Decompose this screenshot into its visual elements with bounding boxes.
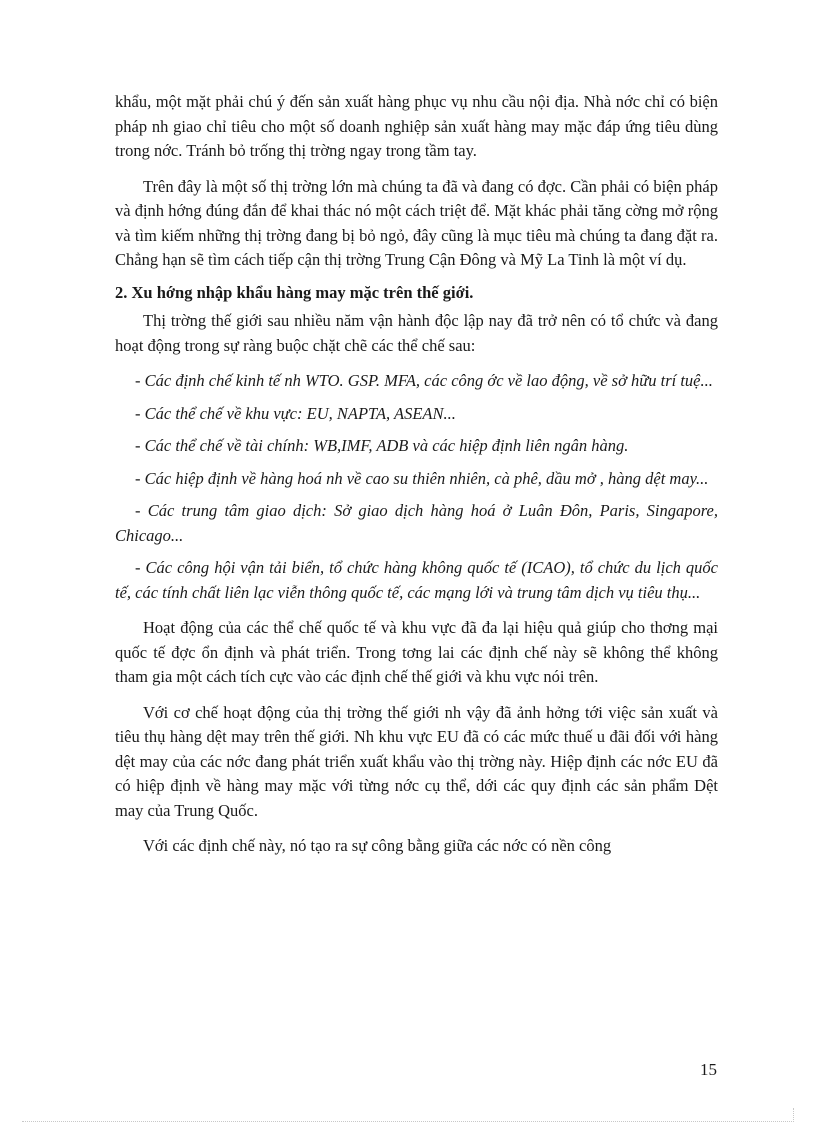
page-number: 15 [700, 1060, 717, 1079]
paragraph-1: khẩu, một mặt phải chú ý đến sản xuất hàng phục vụ nhu cầu nội địa. Nhà nớc chỉ có biện pháp nh giao chỉ tiêu cho một số doanh nghiệp sản xuất hàng may mặc đáp ứng tiêu dùng trong nớc. Tránh bỏ trống thị trờng ngay trong tầm tay. [115, 92, 718, 160]
page-right-border [793, 1108, 794, 1122]
list-item-6: - Các công hội vận tải biển, tổ chức hàng không quốc tế (ICAO), tổ chức du lịch quốc tế, các tính chất liên lạc viễn thông quốc tế, các mạng lới và trung tâm dịch vụ tiêu thụ... [115, 558, 718, 602]
document-page [115, 90, 718, 859]
paragraph-6: Với các định chế này, nó tạo ra sự công bằng giữa các nớc có nền công [143, 836, 612, 855]
paragraph-4: Hoạt động của các thể chế quốc tế và khu vực đã đa lại hiệu quả giúp cho thơng mại quốc tế đợc ổn định và phát triển. Trong tơng lai các định chế này sẽ không thể không tham gia một cách tích cực vào các định chế thế giới và khu vực nói trên. [115, 618, 718, 686]
list-item-1: - Các định chế kinh tế nh WTO. GSP. MFA, các công ớc về lao động, về sở hữu trí tuệ... [135, 371, 713, 390]
page-bottom-border [22, 1121, 794, 1122]
paragraph-3: Thị trờng thế giới sau nhiều năm vận hành độc lập nay đã trở nên có tổ chức và đang hoạt động trong sự ràng buộc chặt chẽ các thể chế sau: [115, 311, 718, 355]
section-heading: 2. Xu hớng nhập khẩu hàng may mặc trên thế giới. [115, 282, 474, 302]
list-item-4: - Các hiệp định về hàng hoá nh về cao su thiên nhiên, cà phê, dầu mở , hàng dệt may... [135, 468, 709, 488]
paragraph-5: Với cơ chế hoạt động của thị trờng thế giới nh vậy đã ảnh hởng tới việc sản xuất và tiêu thụ hàng dệt may trên thế giới. Nh khu vực EU đã có các mức thuế u đãi đối với hàng dệt may của các nớc đang phát triển xuất khẩu vào thị trờng này. Hiệp định các nớc EU đã có hiệp định về hàng may mặc với từng nớc cụ thể, dới các quy định các sản phẩm Dệt may của Trung Quốc. [115, 702, 718, 820]
list-item-5: - Các trung tâm giao dịch: Sở giao dịch hàng hoá ở Luân Đôn, Paris, Singapore, Chicago... [115, 501, 718, 545]
list-item-3: - Các thể chế về tài chính: WB,IMF, ADB và các hiệp định liên ngân hàng. [135, 436, 629, 455]
list-item-2: - Các thể chế về khu vực: EU, NAPTA, ASEAN... [135, 403, 456, 423]
paragraph-2: Trên đây là một số thị trờng lớn mà chúng ta đã và đang có đợc. Cần phải có biện pháp và định hớng đúng đắn để khai thác nó một cách triệt để. Mặt khác phải tăng cờng mở rộng và tìm kiếm những thị trờng đang bị bỏ ngỏ, đây cũng là mục tiêu mà chúng ta đang đặt ra. Chẳng hạn sẽ tìm cách tiếp cận thị trờng Trung Cận Đông và Mỹ La Tinh là một ví dụ. [115, 176, 718, 269]
